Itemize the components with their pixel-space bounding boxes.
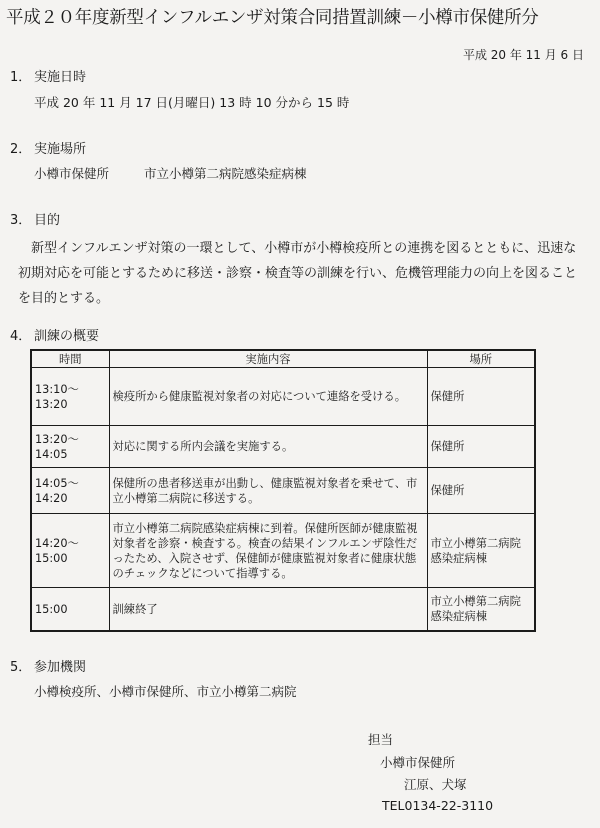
training-schedule-table xyxy=(30,349,536,632)
section-title: 実施日時 xyxy=(34,70,87,85)
cell-time: 13:10～13:20 xyxy=(31,368,109,426)
section-number: 2． xyxy=(10,142,32,157)
section-number: 3． xyxy=(10,213,32,228)
column-header-content: 実施内容 xyxy=(109,350,427,368)
participants-list: 小樽検疫所、小樽市保健所、市立小樽第二病院 xyxy=(34,684,297,699)
section-title: 実施場所 xyxy=(34,142,87,157)
section-title: 訓練の概要 xyxy=(34,329,100,344)
cell-place: 市立小樽第二病院感染症病棟 xyxy=(427,514,535,588)
column-header-place: 場所 xyxy=(427,350,535,368)
cell-content: 市立小樽第二病院感染症病棟に到着。保健所医師が健康監視対象者を診察・検査する。検査の結果インフルエンザ陰性だったため、入院させず、保健師が健康監視対象者に健康状態のチェックなどについて指導する。 xyxy=(109,514,427,588)
section-2-heading xyxy=(10,138,86,157)
cell-time: 15:00 xyxy=(31,588,109,632)
table-row xyxy=(31,426,535,468)
place-hospital-ward: 市立小樽第二病院感染症病棟 xyxy=(144,166,307,181)
document-date: 平成 20 年 11 月 6 日 xyxy=(462,48,584,62)
cell-content: 対応に関する所内会議を実施する。 xyxy=(109,426,427,468)
cell-content: 保健所の患者移送車が出動し、健康監視対象者を乗せて、市立小樽第二病院に移送する。 xyxy=(109,468,427,514)
section-title: 参加機関 xyxy=(34,660,87,675)
cell-time: 13:20～14:05 xyxy=(31,426,109,468)
cell-content: 訓練終了 xyxy=(109,588,427,632)
table-header-row xyxy=(31,350,535,368)
purpose-paragraph: 新型インフルエンザ対策の一環として、小樽市が小樽検疫所との連携を図るとともに、迅速な初期対応を可能とするために移送・診察・検査等の訓練を行い、危機管理能力の向上を図ることを目的とする。 xyxy=(18,241,578,306)
section-1-body: 平成 20 年 11 月 17 日(月曜日) 13 時 10 分から 15 時 xyxy=(34,95,350,110)
table-row xyxy=(31,588,535,632)
section-number: 1． xyxy=(10,70,32,85)
cell-place: 市立小樽第二病院感染症病棟 xyxy=(427,588,535,632)
section-3-heading xyxy=(10,209,60,228)
section-4-heading xyxy=(10,325,99,344)
cell-place: 保健所 xyxy=(427,468,535,514)
table-row xyxy=(31,514,535,588)
cell-place: 保健所 xyxy=(427,426,535,468)
contact-phone: TEL0134-22-3110 xyxy=(382,798,494,813)
section-number: 5． xyxy=(10,660,32,675)
section-2-body xyxy=(34,164,307,182)
section-title: 目的 xyxy=(34,213,61,228)
place-health-center: 小樽市保健所 xyxy=(34,166,110,181)
column-header-time: 時間 xyxy=(31,350,109,368)
document-title: 平成２０年度新型インフルエンザ対策合同措置訓練－小樽市保健所分 xyxy=(6,8,539,28)
cell-time: 14:20～15:00 xyxy=(31,514,109,588)
cell-content: 検疫所から健康監視対象者の対応について連絡を受ける。 xyxy=(109,368,427,426)
section-5-heading xyxy=(10,656,86,675)
table-row xyxy=(31,368,535,426)
cell-time: 14:05～14:20 xyxy=(31,468,109,514)
contact-label: 担当 xyxy=(368,732,394,747)
contact-office: 小樽市保健所 xyxy=(380,755,456,770)
table-row xyxy=(31,468,535,514)
section-1-heading xyxy=(10,66,86,85)
contact-names: 江原、犬塚 xyxy=(404,777,467,792)
cell-place: 保健所 xyxy=(427,368,535,426)
section-number: 4． xyxy=(10,329,32,344)
